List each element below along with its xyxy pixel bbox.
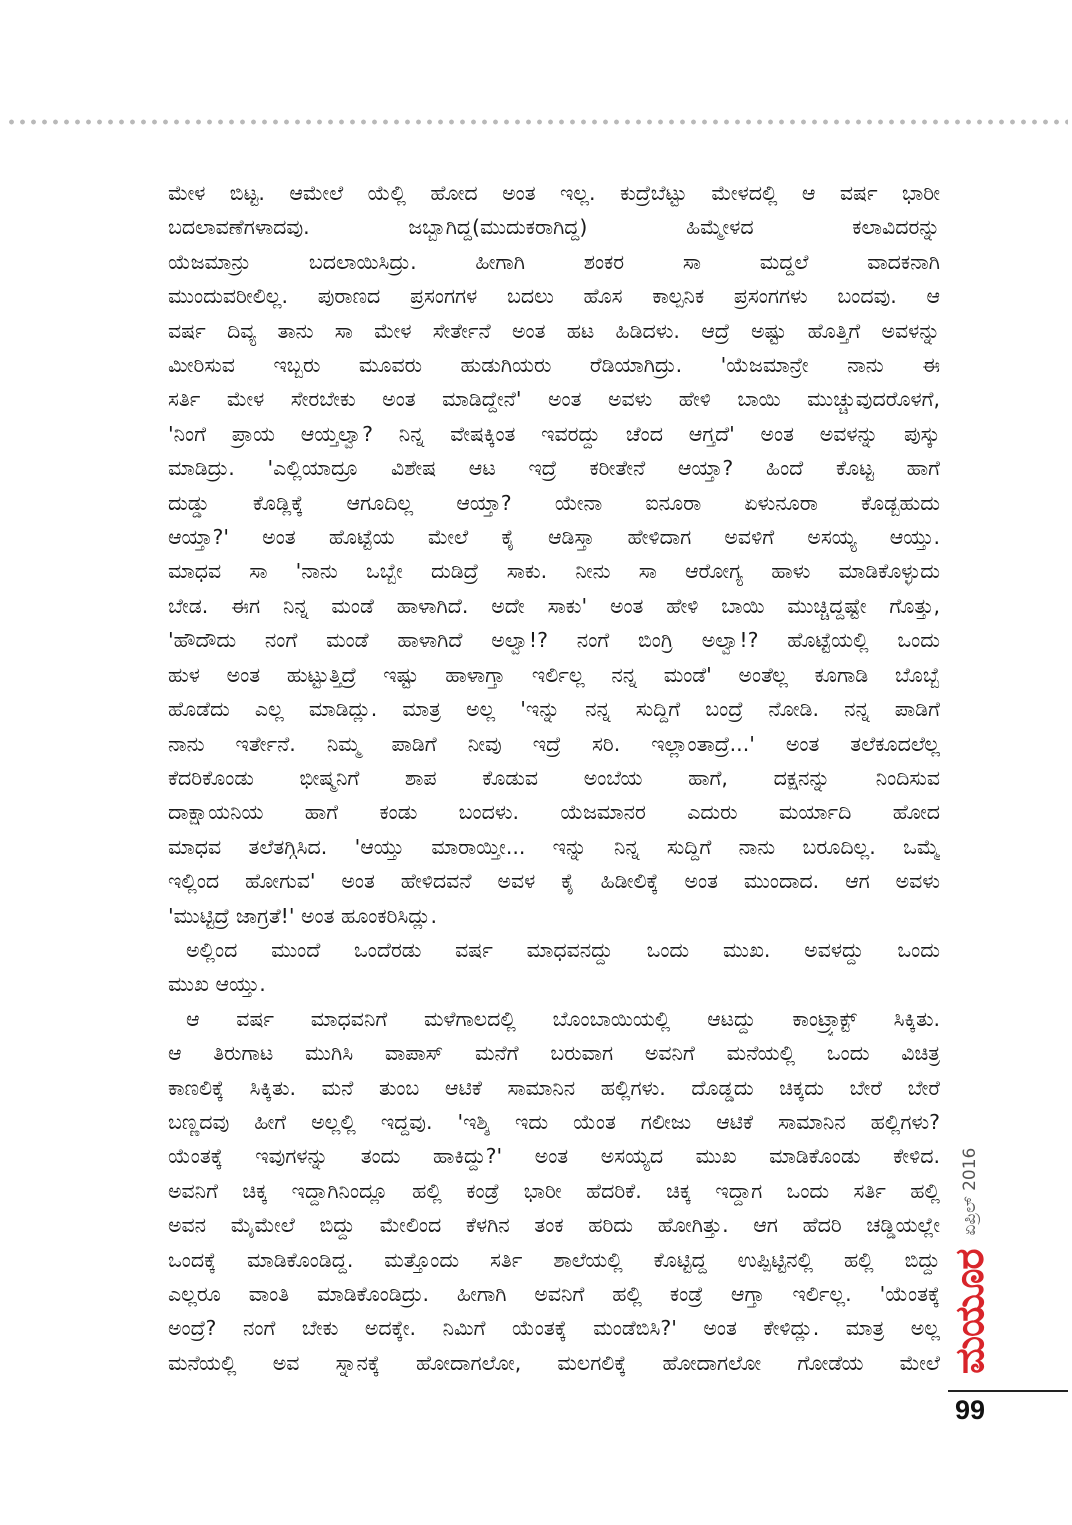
page-number: 99 [955, 1395, 986, 1425]
text-line: ಅವನ ಮೈಮೇಲೆ ಬಿದ್ದು ಮೇಲಿಂದ ಕೆಳಗಿನ ತಂಕ ಹರಿದು ಹೋಗಿತ್ತು. ಆಗ ಹೆದರಿ ಚಡ್ಡಿಯಲ್ಲೇ [168, 1213, 940, 1238]
magazine-sidebar [948, 1128, 992, 1376]
text-line: ವರ್ಷ ದಿವ್ಯ ತಾನು ಸಾ ಮೇಳ ಸೇರ್ತೇನೆ ಅಂತ ಹಟ ಹಿಡಿದಳು. ಆದ್ರೆ ಅಷ್ಟು ಹೊತ್ತಿಗೆ ಅವಳನ್ನು [168, 318, 940, 343]
text-line: ಕಾಣಲಿಕ್ಕೆ ಸಿಕ್ಕಿತು. ಮನೆ ತುಂಬ ಆಟಿಕೆ ಸಾಮಾನಿನ ಹಲ್ಲಿಗಳು. ದೊಡ್ಡದು ಚಿಕ್ಕದು ಬೇರೆ ಬೇರೆ [168, 1075, 940, 1100]
text-line: ಒಂದಕ್ಕೆ ಮಾಡಿಕೊಂಡಿದ್ದ. ಮತ್ತೊಂದು ಸರ್ತಿ ಶಾಲೆಯಲ್ಲಿ ಕೊಟ್ಟಿದ್ದ ಉಪ್ಪಿಟ್ಟಿನಲ್ಲಿ ಹಲ್ಲಿ ಬಿದ್ದು [168, 1247, 940, 1272]
text-line: ಯೆಜಮಾನ್ರು ಬದಲಾಯಿಸಿದ್ರು. ಹೀಗಾಗಿ ಶಂಕರ ಸಾ ಮದ್ದಲೆ ವಾದಕನಾಗಿ [168, 249, 940, 274]
text-line: ಆ ತಿರುಗಾಟ ಮುಗಿಸಿ ವಾಪಾಸ್ ಮನೆಗೆ ಬರುವಾಗ ಅವನಿಗೆ ಮನೆಯಲ್ಲಿ ಒಂದು ವಿಚಿತ್ರ [168, 1041, 940, 1066]
text-line: ಹೊಡೆದು ಎಲ್ಲ ಮಾಡಿದ್ಲು. ಮಾತ್ರ ಅಲ್ಲ 'ಇನ್ನು ನನ್ನ ಸುದ್ದಿಗೆ ಬಂದ್ರೆ ನೋಡಿ. ನನ್ನ ಪಾಡಿಗೆ [168, 697, 940, 722]
text-line: ಇಲ್ಲಿಂದ ಹೋಗುವ' ಅಂತ ಹೇಳಿದವನೆ ಅವಳ ಕೈ ಹಿಡೀಲಿಕ್ಕೆ ಅಂತ ಮುಂದಾದ. ಆಗ ಅವಳು [168, 869, 940, 894]
dotted-top-border [6, 118, 1068, 126]
text-line: ಬೇಡ. ಈಗ ನಿನ್ನ ಮಂಡೆ ಹಾಳಾಗಿದೆ. ಅದೇ ಸಾಕು' ಅಂತ ಹೇಳಿ ಬಾಯಿ ಮುಚ್ಚಿದ್ದಷ್ಟೇ ಗೊತ್ತು, [168, 593, 940, 618]
text-line: 'ಹೌದೌದು ನಂಗೆ ಮಂಡೆ ಹಾಳಾಗಿದೆ ಅಲ್ವಾ!? ನಂಗೆ ಬಿಂಗ್ರಿ ಅಲ್ವಾ!? ಹೊಟ್ಟೆಯಲ್ಲಿ ಒಂದು [168, 628, 940, 653]
text-line: ಎಲ್ಲರೂ ವಾಂತಿ ಮಾಡಿಕೊಂಡಿದ್ರು. ಹೀಗಾಗಿ ಅವನಿಗೆ ಹಲ್ಲಿ ಕಂಡ್ರೆ ಆಗ್ತಾ ಇರ್ಲಿಲ್ಲ. 'ಯೆಂತಕ್ಕೆ [168, 1282, 940, 1306]
text-line: ಆಯ್ತಾ?' ಅಂತ ಹೊಟ್ಟೆಯ ಮೇಲೆ ಕೈ ಆಡಿಸ್ತಾ ಹೇಳಿದಾಗ ಅವಳಿಗೆ ಅಸಯ್ಯ ಆಯ್ತು. [168, 525, 940, 550]
text-line: ದುಡ್ಡು ಕೊಡ್ಲಿಕ್ಕೆ ಆಗೂದಿಲ್ಲ ಆಯ್ತಾ? ಯೇನಾ ಐನೂರಾ ಏಳುನೂರಾ ಕೊಡ್ಬಹುದು [168, 490, 940, 515]
text-line: ಮೀರಿಸುವ ಇಬ್ಬರು ಮೂವರು ಹುಡುಗಿಯರು ರೆಡಿಯಾಗಿದ್ರು. 'ಯೆಜಮಾನ್ರೇ ನಾನು ಈ [168, 353, 940, 378]
text-line: ಮುಂದುವರೀಲಿಲ್ಲ. ಪುರಾಣದ ಪ್ರಸಂಗಗಳ ಬದಲು ಹೊಸ ಕಾಲ್ಪನಿಕ ಪ್ರಸಂಗಗಳು ಬಂದವು. ಆ [168, 284, 940, 309]
text-line: ಅಂದ್ರೆ? ನಂಗೆ ಬೇಕು ಅದಕ್ಕೇ. ನಿಮಿಗೆ ಯೆಂತಕ್ಕೆ ಮಂಡೆಬಿಸಿ?' ಅಂತ ಕೇಳಿದ್ಲು. ಮಾತ್ರ ಅಲ್ಲ [168, 1316, 940, 1341]
magazine-logo: ಮಯೂರ [947, 1249, 993, 1374]
footer-rule [948, 1390, 1068, 1392]
article-body [168, 176, 940, 1380]
text-line: ದಾಕ್ಷಾಯನಿಯ ಹಾಗೆ ಕಂಡು ಬಂದಳು. ಯೆಜಮಾನರ ಎದುರು ಮರ್ಯಾದಿ ಹೋದ [168, 800, 940, 825]
text-line: ಮಾಧವ ಸಾ 'ನಾನು ಒಬ್ಬೇ ದುಡಿದ್ರೆ ಸಾಕು. ನೀನು ಸಾ ಆರೋಗ್ಯ ಹಾಳು ಮಾಡಿಕೊಳ್ಳುದು [168, 559, 940, 584]
text-line: ನಾನು ಇರ್ತೇನೆ. ನಿಮ್ಮ ಪಾಡಿಗೆ ನೀವು ಇದ್ರೆ ಸರಿ. ಇಲ್ಲಾಂತಾದ್ರೆ...' ಅಂತ ತಲೆಕೂದಲೆಲ್ಲ [168, 731, 940, 756]
text-line: ಯೆಂತಕ್ಕೆ ಇವುಗಳನ್ನು ತಂದು ಹಾಕಿದ್ದು?' ಅಂತ ಅಸಯ್ಯದ ಮುಖ ಮಾಡಿಕೊಂಡು ಕೇಳಿದ. [168, 1144, 940, 1169]
text-line: ಬದಲಾವಣೆಗಳಾದವು. ಜಬ್ಬಾಗಿದ್ದ(ಮುದುಕರಾಗಿದ್ದ) ಹಿಮ್ಮೇಳದ ಕಲಾವಿದರನ್ನು [168, 215, 940, 240]
text-line: ಸರ್ತಿ ಮೇಳ ಸೇರಬೇಕು ಅಂತ ಮಾಡಿದ್ದೇನೆ' ಅಂತ ಅವಳು ಹೇಳಿ ಬಾಯಿ ಮುಚ್ಚುವುದರೊಳಗೆ, [168, 387, 940, 412]
text-line: ಮಾಡಿದ್ರು. 'ಎಲ್ಲಿಯಾದ್ರೂ ವಿಶೇಷ ಆಟ ಇದ್ರೆ ಕರೀತೇನೆ ಆಯ್ತಾ? ಹಿಂದೆ ಕೊಟ್ಟ ಹಾಗೆ [168, 456, 940, 481]
text-line: ಮಾಧವ ತಲೆತಗ್ಗಿಸಿದ. 'ಆಯ್ತು ಮಾರಾಯ್ತೀ... ಇನ್ನು ನಿನ್ನ ಸುದ್ದಿಗೆ ನಾನು ಬರೂದಿಲ್ಲ. ಒಮ್ಮೆ [168, 834, 940, 859]
text-line: 'ಮುಟ್ಟಿದ್ರೆ ಜಾಗ್ರತೆ!' ಅಂತ ಹೂಂಕರಿಸಿದ್ಲು. [168, 903, 438, 928]
text-line: ಹುಳ ಅಂತ ಹುಟ್ಟುತ್ತಿದ್ರೆ ಇಷ್ಟು ಹಾಳಾಗ್ತಾ ಇರ್ಲಿಲ್ಲ ನನ್ನ ಮಂಡೆ' ಅಂತೆಲ್ಲ ಕೂಗಾಡಿ ಬೊಬ್ಬೆ [168, 662, 940, 687]
brand-strip [948, 1130, 992, 1374]
text-line: ಮನೆಯಲ್ಲಿ ಅವ ಸ್ನಾನಕ್ಕೆ ಹೋದಾಗಲೋ, ಮಲಗಲಿಕ್ಕೆ ಹೋದಾಗಲೋ ಗೋಡೆಯ ಮೇಲೆ [168, 1350, 940, 1375]
text-line: ಆ ವರ್ಷ ಮಾಧವನಿಗೆ ಮಳೆಗಾಲದಲ್ಲಿ ಬೊಂಬಾಯಿಯಲ್ಲಿ ಆಟದ್ದು ಕಾಂಟ್ರ್ಯಾಕ್ಟ್ ಸಿಕ್ಕಿತು. [186, 1006, 940, 1031]
text-line: ಕೆದರಿಕೊಂಡು ಭೀಷ್ಮನಿಗೆ ಶಾಪ ಕೊಡುವ ಅಂಬೆಯ ಹಾಗೆ, ದಕ್ಷನನ್ನು ನಿಂದಿಸುವ [168, 765, 940, 790]
text-line: 'ನಿಂಗೆ ಪ್ರಾಯ ಆಯ್ತಲ್ವಾ? ನಿನ್ನ ವೇಷಕ್ಕಿಂತ ಇವರದ್ದು ಚೆಂದ ಆಗ್ತದೆ' ಅಂತ ಅವಳನ್ನು ಪುಸ್ಕು [168, 421, 940, 446]
text-line: ಅಲ್ಲಿಂದ ಮುಂದೆ ಒಂದೆರಡು ವರ್ಷ ಮಾಧವನದ್ದು ಒಂದು ಮುಖ. ಅವಳದ್ದು ಒಂದು [186, 937, 940, 962]
text-line: ಬಣ್ಣದವು ಹೀಗೆ ಅಲ್ಲಲ್ಲಿ ಇದ್ದವು. 'ಇಶ್ಶಿ ಇದು ಯೆಂತ ಗಲೀಜು ಆಟಿಕೆ ಸಾಮಾನಿನ ಹಲ್ಲಿಗಳು? [168, 1109, 940, 1134]
issue-date: ಏಪ್ರಿಲ್ 2016 [960, 1147, 980, 1236]
text-line: ಅವನಿಗೆ ಚಿಕ್ಕ ಇದ್ದಾಗಿನಿಂದ್ಲೂ ಹಲ್ಲಿ ಕಂಡ್ರೆ ಭಾರೀ ಹೆದರಿಕೆ. ಚಿಕ್ಕ ಇದ್ದಾಗ ಒಂದು ಸರ್ತಿ ಹಲ್ಲಿ [168, 1178, 940, 1203]
text-line: ಮುಖ ಆಯ್ತು. [168, 972, 266, 997]
text-line: ಮೇಳ ಬಿಟ್ಟ. ಆಮೇಲೆ ಯೆಲ್ಲಿ ಹೋದ ಅಂತ ಇಲ್ಲ. ಕುದ್ರೆಬೆಟ್ಟು ಮೇಳದಲ್ಲಿ ಆ ವರ್ಷ ಭಾರೀ [168, 181, 940, 205]
